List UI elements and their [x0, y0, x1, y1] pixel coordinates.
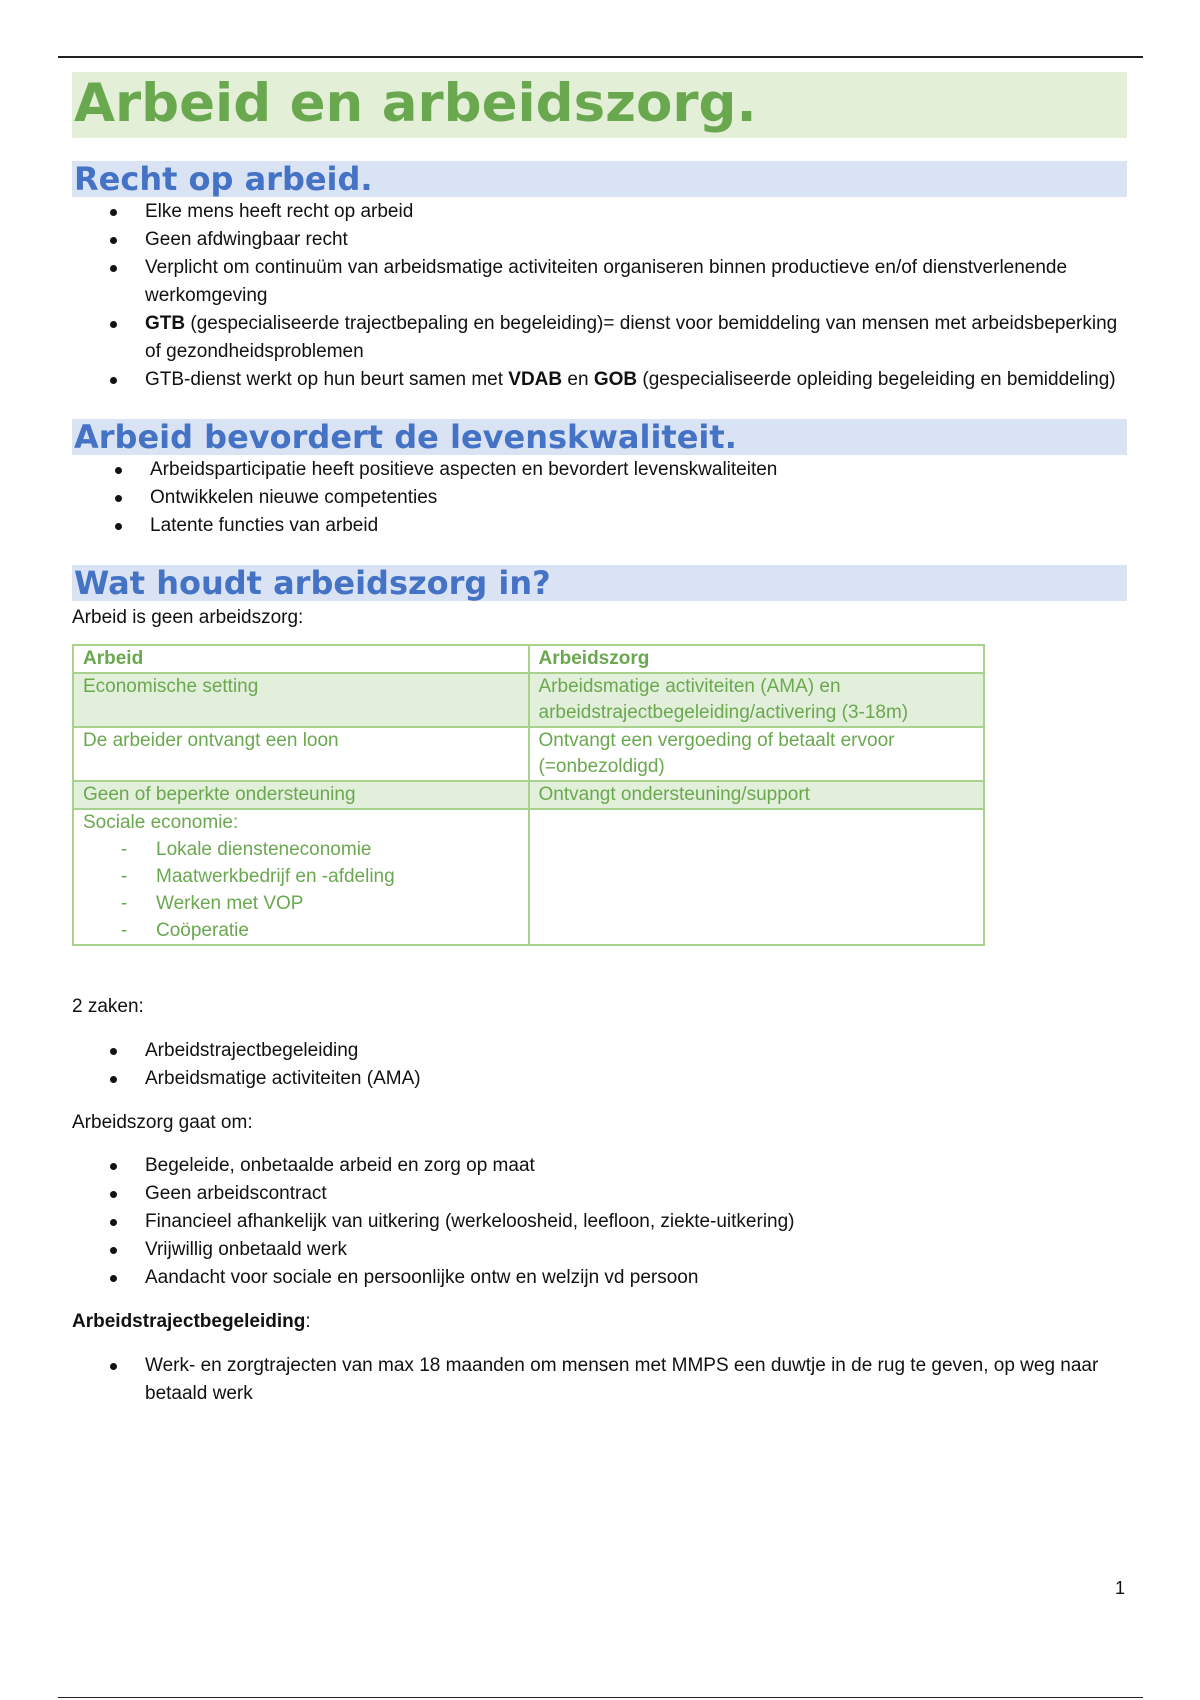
list-item: Begeleide, onbetaalde arbeid en zorg op maat [72, 1152, 1127, 1180]
header-rule [58, 56, 1143, 58]
vdab-abbr: VDAB [508, 369, 563, 390]
heading-recht-op-arbeid: Recht op arbeid. [72, 161, 1127, 197]
atb-colon: : [305, 1311, 311, 1332]
gob-abbr: GOB [593, 369, 638, 390]
list-item: Arbeidstrajectbegeleiding [72, 1037, 1127, 1065]
table-cell: Ontvangt ondersteuning/support [529, 781, 985, 809]
recht-list [72, 198, 1127, 394]
sociale-economie-label: Sociale economie: [83, 812, 239, 833]
table-cell: Geen of beperkte ondersteuning [73, 781, 529, 809]
comparison-table [72, 644, 985, 946]
zaken-label: 2 zaken: [72, 996, 144, 1017]
list-item: Arbeidsparticipatie heeft positieve aspecten en bevordert levenskwaliteiten [72, 456, 1127, 484]
list-item: Latente functies van arbeid [72, 512, 1127, 540]
table-row [73, 727, 984, 781]
list-item: Aandacht voor sociale en persoonlijke ontw en welzijn vd persoon [72, 1264, 1127, 1292]
table-header-cell: Arbeid [73, 645, 529, 673]
intro-text: Arbeid is geen arbeidszorg: [72, 607, 304, 628]
zaken-list [72, 1037, 1127, 1093]
gtb-abbr: GTB [145, 313, 186, 334]
list-item: Verplicht om continuüm van arbeidsmatige activiteiten organiseren binnen productieve en/of dienstverlenende werkomgeving [72, 254, 1127, 310]
list-item: Arbeidsmatige activiteiten (AMA) [72, 1065, 1127, 1093]
table-cell [529, 809, 985, 945]
list-item-gtb [72, 310, 1127, 366]
list-item: Ontwikkelen nieuwe competenties [72, 484, 1127, 512]
gtb-dienst-text: (gespecialiseerde opleiding begeleiding en bemiddeling) [637, 369, 1116, 390]
list-item: Vrijwillig onbetaald werk [72, 1236, 1127, 1264]
list-item: Financieel afhankelijk van uitkering (werkeloosheid, leefloon, ziekte-uitkering) [72, 1208, 1127, 1236]
sublist-item: - Coöperatie [83, 917, 519, 944]
page-number: 1 [1115, 1578, 1126, 1598]
table-cell: Economische setting [73, 673, 529, 727]
table-cell: Arbeidsmatige activiteiten (AMA) en arbeidstrajectbegeleiding/activering (3-18m) [529, 673, 985, 727]
footer-rule [58, 1697, 1143, 1698]
heading-arbeidszorg: Wat houdt arbeidszorg in? [72, 565, 1127, 601]
list-item: Geen afdwingbaar recht [72, 226, 1127, 254]
table-row [73, 673, 984, 727]
document-page [72, 72, 1127, 1408]
gtb-dienst-text: GTB-dienst werkt op hun beurt samen met [145, 369, 509, 390]
list-item: Elke mens heeft recht op arbeid [72, 198, 1127, 226]
table-cell: De arbeider ontvangt een loon [73, 727, 529, 781]
list-item-gtb-dienst [72, 366, 1127, 394]
gaat-om-list [72, 1152, 1127, 1292]
document-title: Arbeid en arbeidszorg. [72, 72, 1127, 138]
table-row [73, 781, 984, 809]
atb-list [72, 1352, 1127, 1408]
table-header-cell: Arbeidszorg [529, 645, 985, 673]
table-row [73, 809, 984, 945]
atb-label: Arbeidstrajectbegeleiding [72, 1311, 306, 1332]
levenskwaliteit-list [72, 456, 1127, 540]
sociale-economie-sublist [83, 836, 519, 944]
sublist-item: - Lokale diensteneconomie [83, 836, 519, 863]
atb-heading [72, 1308, 1127, 1336]
table-cell: Ontvangt een vergoeding of betaalt ervoor (=onbezoldigd) [529, 727, 985, 781]
table-cell [73, 809, 529, 945]
sublist-item: - Werken met VOP [83, 890, 519, 917]
gtb-dienst-text: en [562, 369, 594, 390]
list-item: Werk- en zorgtrajecten van max 18 maanden om mensen met MMPS een duwtje in de rug te geven, op weg naar betaald werk [72, 1352, 1127, 1408]
gtb-text: (gespecialiseerde trajectbepaling en begeleiding)= dienst voor bemiddeling van mensen met arbeidsbeperking of gezondheidsproblemen [145, 313, 1118, 362]
gaat-om-label: Arbeidszorg gaat om: [72, 1112, 253, 1133]
list-item: Geen arbeidscontract [72, 1180, 1127, 1208]
heading-levenskwaliteit: Arbeid bevordert de levenskwaliteit. [72, 419, 1127, 455]
sublist-item: - Maatwerkbedrijf en -afdeling [83, 863, 519, 890]
table-header-row [73, 645, 984, 673]
